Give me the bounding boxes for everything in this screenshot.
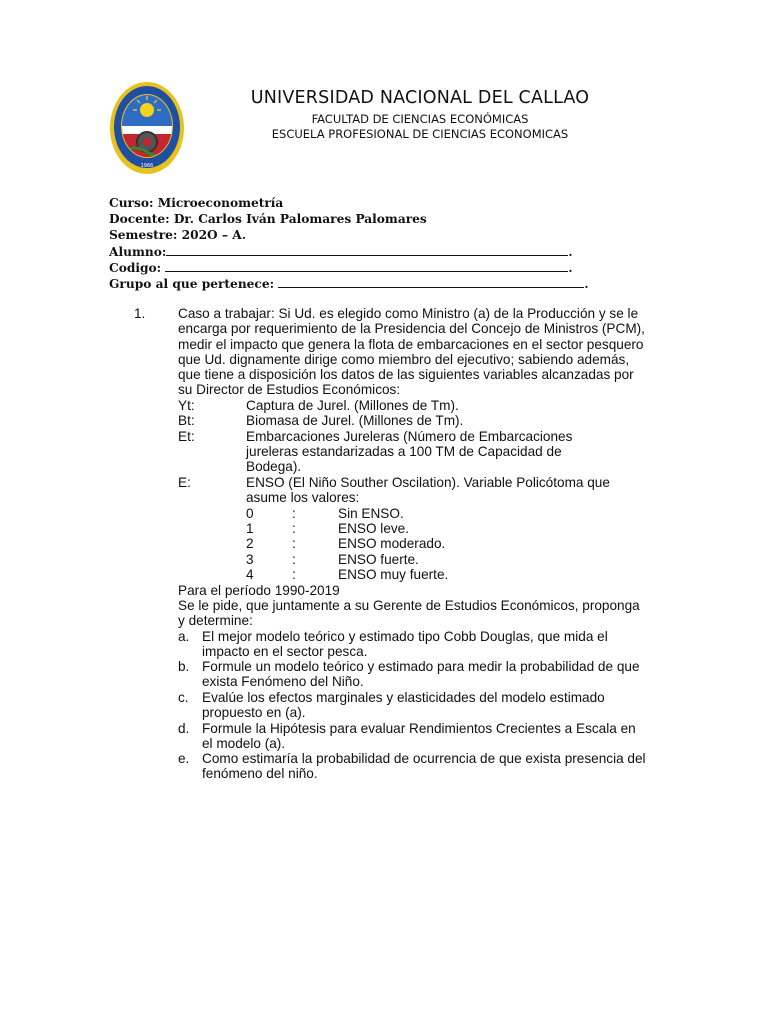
item-line: propuesto en (a). [202, 705, 306, 721]
item-letter: c. [178, 690, 189, 705]
group-end: . [584, 277, 589, 292]
ask-paragraph [178, 598, 658, 629]
teacher-line: Docente: Dr. Carlos Iván Palomares Palomares [109, 212, 427, 227]
variable-desc-et: Embarcaciones Jureleras (Número de Embarcaciones [246, 429, 573, 444]
question-number: 1. [134, 306, 146, 321]
intro-line: que tiene a disposición los datos de las siguientes variables alcanzadas por [178, 367, 634, 383]
code-blank [165, 260, 568, 272]
student-blank [166, 244, 568, 256]
intro-line: que Ud. dignamente dirige como miembro del ejecutivo; sabiendo además, [178, 351, 630, 367]
enso-value: 4 [246, 567, 254, 582]
intro-line: medir el impacto que genera la flota de embarcaciones en el sector pesquero [178, 336, 644, 352]
item-d [202, 721, 658, 752]
variable-code-bt: Bt: [178, 413, 195, 428]
item-line: el modelo (a). [202, 736, 286, 752]
variable-desc-yt: Captura de Jurel. (Millones de Tm). [246, 398, 459, 413]
item-letter: a. [178, 629, 190, 644]
item-e [202, 751, 658, 782]
group-label: Grupo al que pertenece: [109, 277, 279, 292]
variable-desc-et: jureleras estandarizadas a 100 TM de Capacidad de [246, 444, 562, 459]
enso-label: Sin ENSO. [338, 506, 404, 521]
code-line [109, 260, 589, 276]
enso-label: ENSO muy fuerte. [338, 567, 449, 582]
ask-line: y determine: [178, 613, 253, 629]
code-end: . [568, 260, 573, 275]
enso-value: 2 [246, 536, 254, 551]
variable-desc-e: asume los valores: [246, 490, 360, 505]
item-line: Como estimaría la probabilidad de ocurrencia de que exista presencia del [202, 751, 646, 766]
variable-code-et: Et: [178, 429, 195, 444]
course-line: Curso: Microeconometría [109, 196, 284, 210]
intro-line: encarga por requerimiento de la Presidencia del Concejo de Ministros (PCM), [178, 321, 645, 337]
question-intro [178, 306, 658, 398]
university-seal-icon [109, 82, 185, 176]
item-line: Formule la Hipótesis para evaluar Rendimientos Crecientes a Escala en [202, 721, 636, 736]
enso-sep: : [292, 552, 296, 567]
course-info [109, 195, 589, 292]
variable-desc-bt: Biomasa de Jurel. (Millones de Tm). [246, 413, 464, 428]
enso-label: ENSO leve. [338, 521, 410, 536]
enso-sep: : [292, 521, 296, 536]
item-line: impacto en el sector pesca. [202, 644, 368, 660]
enso-value: 1 [246, 521, 254, 536]
variable-desc-e: ENSO (El Niño Souther Oscilation). Variable Policótoma que [246, 475, 610, 490]
semester-line: Semestre: 202O – A. [109, 228, 246, 243]
item-letter: d. [178, 721, 190, 736]
item-line: Evalúe los efectos marginales y elasticidades del modelo estimado [202, 690, 605, 705]
item-line: Formule un modelo teórico y estimado para medir la probabilidad de que [202, 659, 640, 674]
intro-line: Caso a trabajar: Si Ud. es elegido como Ministro (a) de la Producción y se le [178, 306, 639, 321]
enso-value: 0 [246, 506, 254, 521]
enso-sep: : [292, 506, 296, 521]
variable-code-yt: Yt: [178, 398, 195, 413]
item-letter: e. [178, 751, 190, 766]
code-label: Codigo: [109, 260, 166, 275]
group-blank [278, 276, 584, 288]
enso-value: 3 [246, 552, 254, 567]
enso-label: ENSO fuerte. [338, 552, 419, 567]
university-name: UNIVERSIDAD NACIONAL DEL CALLAO [250, 88, 590, 108]
svg-text:1966: 1966 [140, 163, 154, 169]
student-line [109, 244, 589, 260]
group-line [109, 276, 589, 292]
school-name: ESCUELA PROFESIONAL DE CIENCIAS ECONOMICAS [271, 127, 569, 141]
faculty-name: FACULTAD DE CIENCIAS ECONÓMICAS [311, 112, 529, 126]
variable-code-e: E: [178, 475, 191, 490]
enso-label: ENSO moderado. [338, 536, 446, 551]
period-line: Para el período 1990-2019 [178, 583, 340, 598]
variable-desc-et: Bodega). [246, 459, 302, 474]
ask-line: Se le pide, que juntamente a su Gerente de Estudios Económicos, proponga [178, 598, 640, 613]
item-letter: b. [178, 659, 190, 674]
item-c [202, 690, 658, 721]
item-line: fenómeno del niño. [202, 766, 318, 782]
intro-line: su Director de Estudios Económicos: [178, 382, 401, 398]
item-b [202, 659, 658, 690]
item-line: exista Fenómeno del Niño. [202, 674, 364, 690]
enso-sep: : [292, 536, 296, 551]
student-end: . [568, 244, 573, 259]
item-line: El mejor modelo teórico y estimado tipo Cobb Douglas, que mida el [202, 629, 608, 644]
student-label: Alumno: [109, 244, 167, 259]
item-a [202, 629, 658, 660]
enso-sep: : [292, 567, 296, 582]
